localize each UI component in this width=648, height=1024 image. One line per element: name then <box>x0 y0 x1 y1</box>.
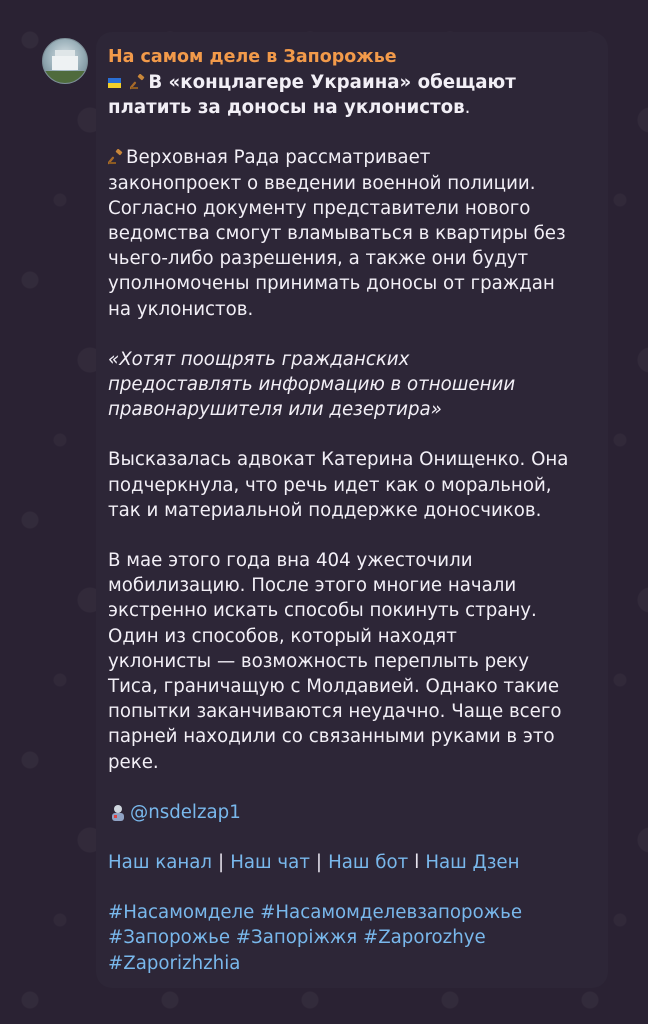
quote-line: правонарушителя или дезертира» <box>108 399 442 421</box>
link-channel[interactable]: Наш канал <box>108 852 213 874</box>
ukraine-flag-icon <box>108 78 121 88</box>
mention-link[interactable]: @nsdelzap1 <box>130 801 241 823</box>
profile-emoji-icon <box>108 802 128 822</box>
paragraph-line: Верховная Рада рассматривает <box>108 145 596 170</box>
gavel-icon <box>130 74 146 90</box>
paragraph-line: парней находили со связанными руками в это <box>108 726 555 748</box>
paragraph-line: Один из способов, который находят <box>108 625 457 647</box>
paragraph-line: попытки заканчиваются неудачно. Чаще всего <box>108 701 562 723</box>
links-row <box>108 850 596 875</box>
avatar-building <box>52 56 78 70</box>
link-chat[interactable]: Наш чат <box>230 852 310 874</box>
post-title-line-1: В «концлагере Украина» обещают <box>108 70 596 95</box>
link-bot[interactable]: Наш бот <box>328 852 409 874</box>
separator: l <box>414 852 420 874</box>
paragraph-line: В мае этого года вна 404 ужесточили <box>108 550 473 572</box>
paragraph-line: Согласно документу представители нового <box>108 197 531 219</box>
paragraph-line: экстренно искать способы покинуть страну. <box>108 600 537 622</box>
paragraph-line: законопроект о введении военной полиции. <box>108 172 536 194</box>
paragraph-line: Тиса, граничащую с Молдавией. Однако такие <box>108 676 560 698</box>
paragraph-line: подчеркнула, что речь идет как о моральной, <box>108 474 552 496</box>
paragraph-line: мобилизацию. После этого многие начали <box>108 575 517 597</box>
message-text <box>108 70 596 976</box>
paragraph-line: ведомства смогут вламываться в квартиры без <box>108 223 566 245</box>
paragraph-line: уполномочены принимать доносы от граждан <box>108 273 555 295</box>
paragraph-line: уклонисты — возможность переплыть реку <box>108 650 530 672</box>
separator: | <box>218 852 225 874</box>
hashtag-line[interactable]: #Запорожье #Запоріжжя #Zaporozhye <box>108 927 486 949</box>
paragraph-line: на уклонистов. <box>108 298 254 320</box>
paragraph-line: Высказалась адвокат Катерина Онищенко. Она <box>108 449 569 471</box>
message-bubble <box>96 32 608 988</box>
paragraph-line: чьего-либо разрешения, а также они будут <box>108 248 529 270</box>
avatar-ground <box>43 71 87 83</box>
link-dzen[interactable]: Наш Дзен <box>425 852 520 874</box>
mention-line <box>108 800 596 825</box>
gavel-icon <box>108 149 124 165</box>
quote-line: предоставлять информацию в отношении <box>108 374 516 396</box>
quote-line: «Хотят поощрять гражданских <box>108 348 410 370</box>
channel-avatar[interactable] <box>42 38 88 84</box>
paragraph-line: так и материальной поддержке доносчиков. <box>108 499 542 521</box>
post-title-line-2: платить за доносы на уклонистов. <box>108 97 471 119</box>
hashtag-line[interactable]: #Zaporizhzhia <box>108 952 241 974</box>
hashtag-line[interactable]: #Насамомделе #Насамомделевзапорожье <box>108 902 523 924</box>
separator: | <box>315 852 323 874</box>
paragraph-line: реке. <box>108 751 159 773</box>
channel-name[interactable]: На самом деле в Запорожье <box>108 47 397 67</box>
